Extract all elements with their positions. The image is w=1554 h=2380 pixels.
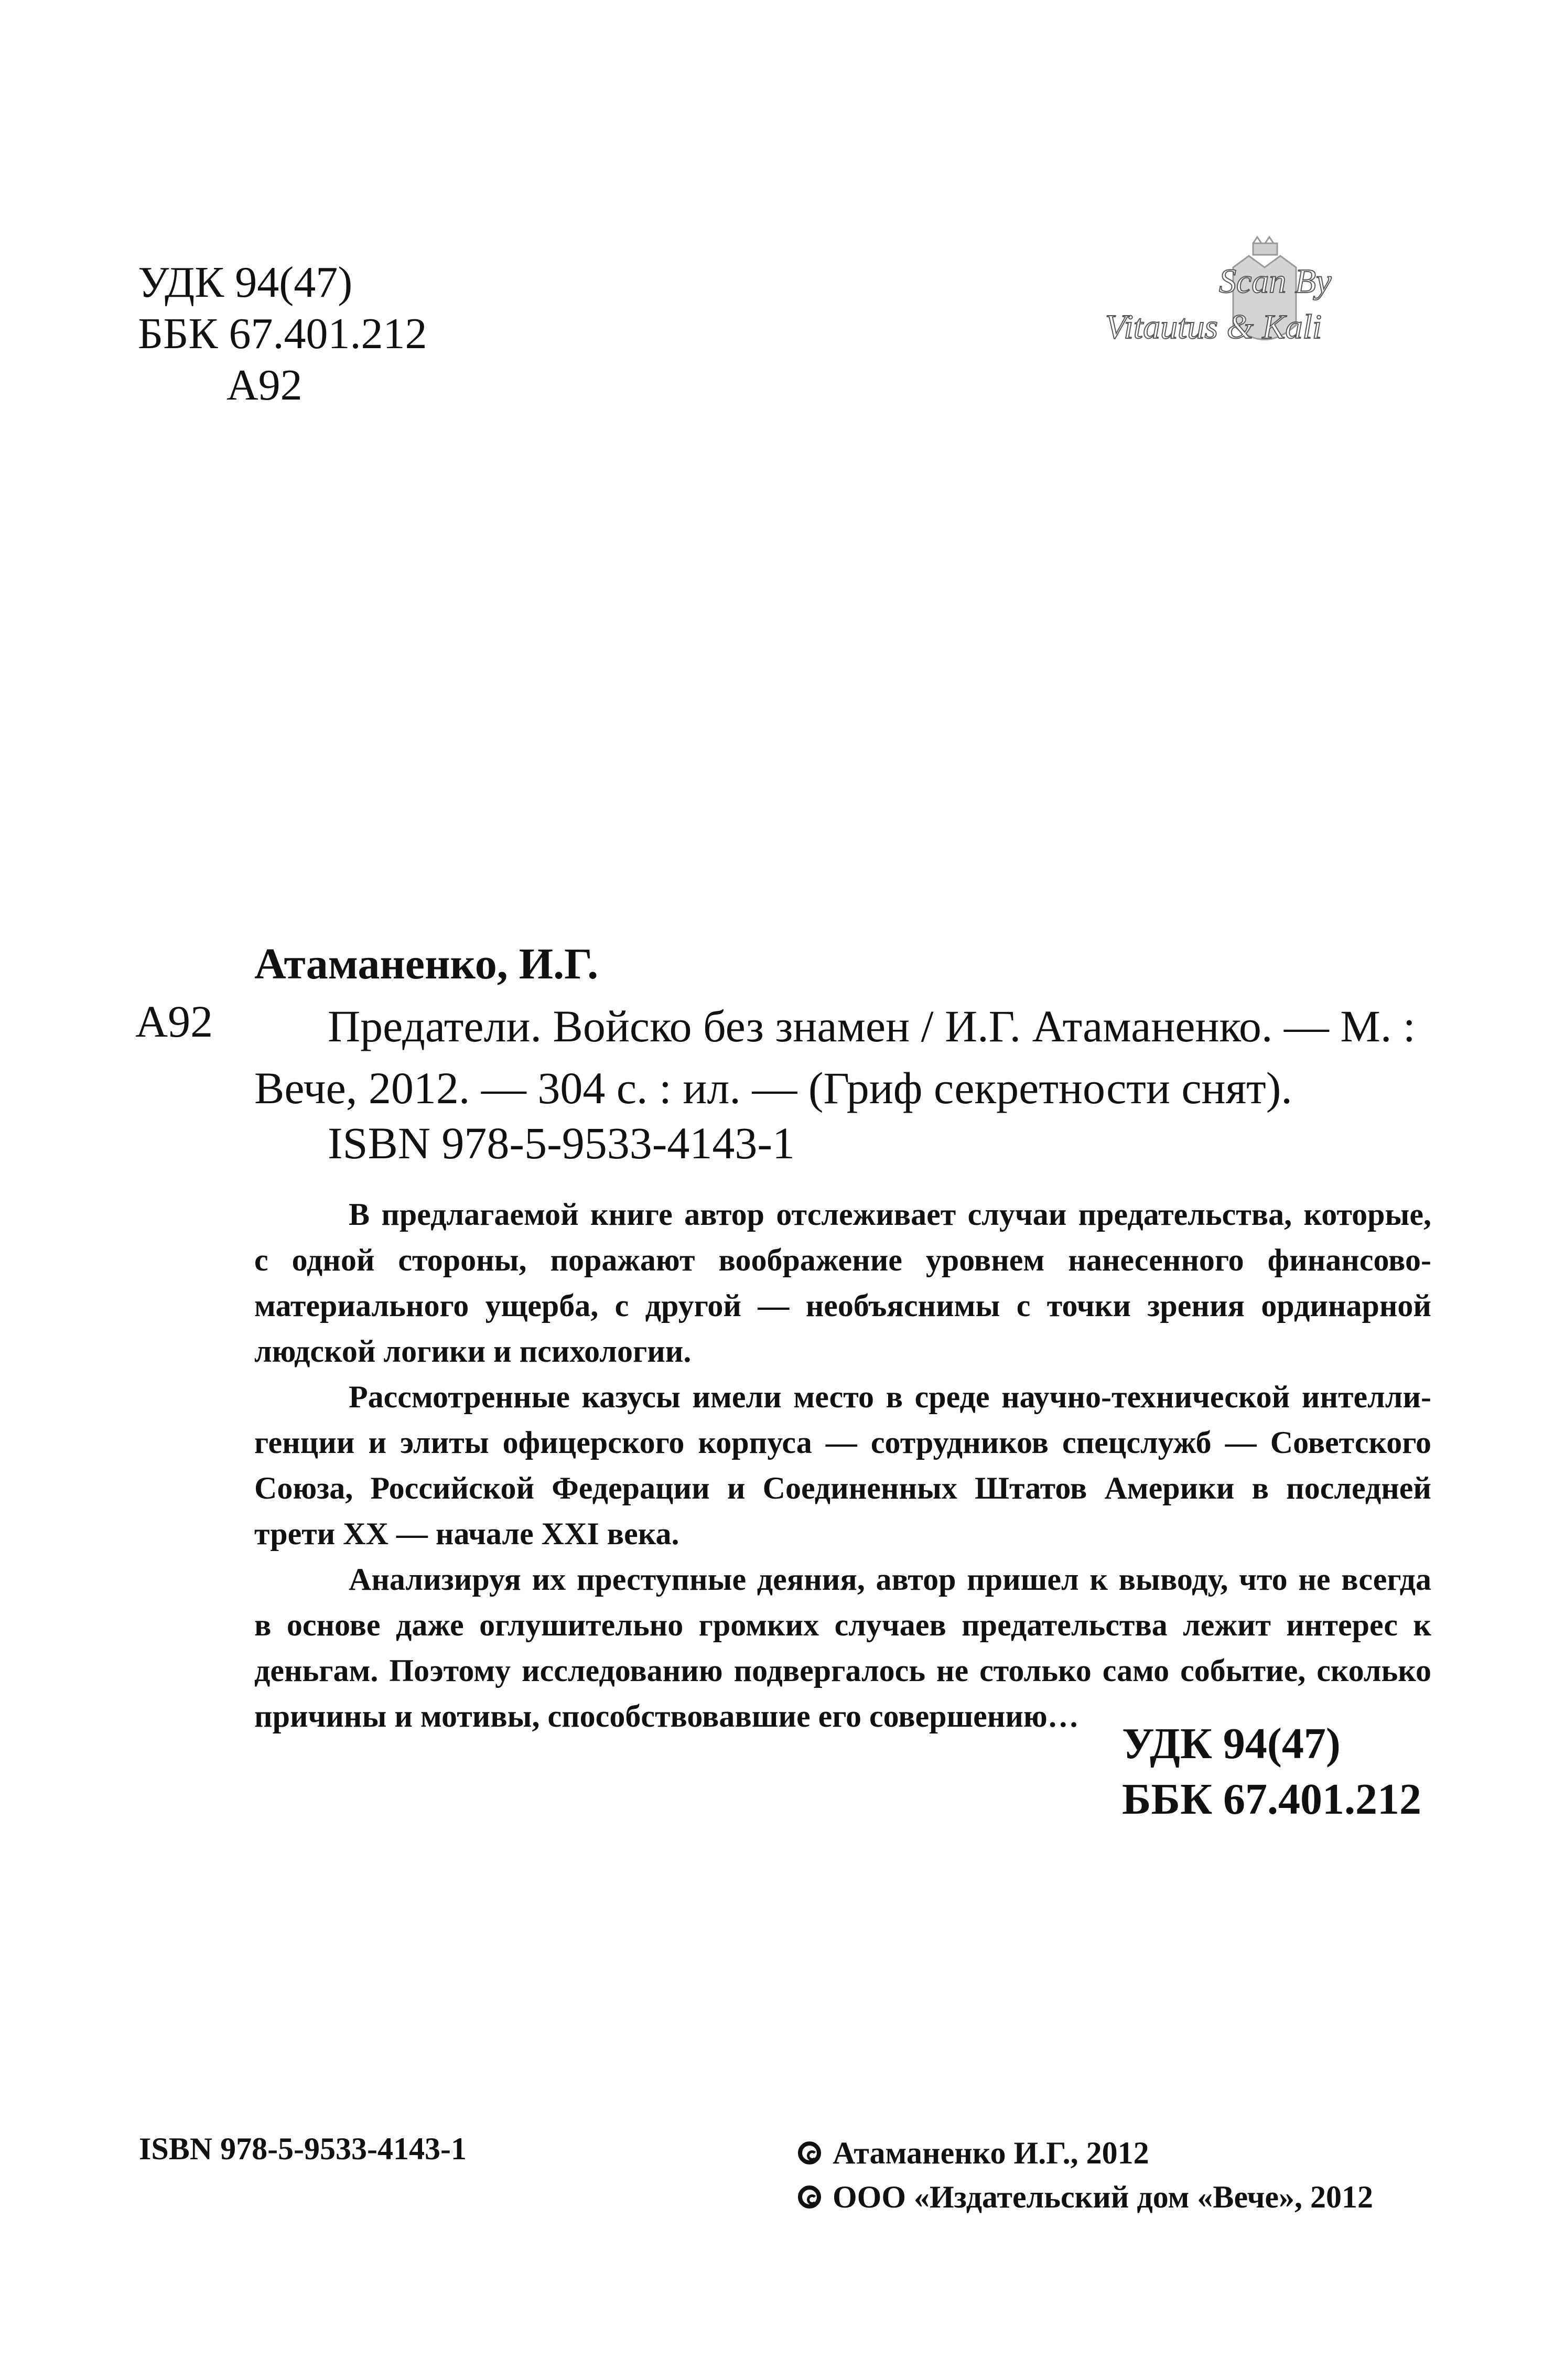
- udk-code-top: УДК 94(47): [138, 258, 353, 307]
- author-heading: Атаманенко, И.Г.: [254, 940, 599, 988]
- abstract-line: трети XX — начале XXI века.: [254, 1516, 679, 1551]
- author-mark-top: А92: [226, 361, 303, 410]
- watermark-line1: Scan By: [1219, 262, 1332, 300]
- udk-code-bottom: УДК 94(47): [1122, 1719, 1341, 1768]
- author-mark: А92: [135, 996, 213, 1047]
- copyright-icon: [798, 2185, 821, 2209]
- abstract-line: деньгам. Поэтому исследованию подвергалось не столько само событие, сколько: [254, 1653, 1431, 1688]
- abstract-line: материального ущерба, с другой — необъяснимы с точки зрения ординарной: [254, 1288, 1431, 1323]
- scanner-watermark: [1096, 225, 1416, 383]
- copyright-block: [798, 2131, 1373, 2219]
- abstract-line: Анализируя их преступные деяния, автор пришел к выводу, что не всегда: [349, 1562, 1431, 1597]
- abstract: [254, 1192, 1431, 1739]
- abstract-line: причины и мотивы, способствовавшие его совершению…: [254, 1699, 1079, 1733]
- copyright-author: Атаманенко И.Г., 2012: [833, 2136, 1149, 2170]
- abstract-line: Союза, Российской Федерации и Соединенных Штатов Америки в последней: [254, 1471, 1431, 1505]
- copyright-author-row: [798, 2131, 1373, 2175]
- description-line: Предатели. Войско без знамен / И.Г. Атаманенко. — М. :: [328, 1001, 1416, 1051]
- abstract-line: в основе даже оглушительно громких случаев предательства лежит интерес к: [254, 1608, 1431, 1642]
- bibliographic-description: [254, 995, 1429, 1119]
- abstract-line: В предлагаемой книге автор отслеживает случаи предательства, которые,: [349, 1197, 1431, 1232]
- watermark-emblem-icon: [1096, 225, 1416, 383]
- watermark-line2: Vitautus & Kali: [1105, 308, 1322, 346]
- isbn-footer: ISBN 978-5-9533-4143-1: [139, 2131, 467, 2166]
- copyright-publisher: ООО «Издательский дом «Вече», 2012: [833, 2180, 1374, 2214]
- abstract-line: Рассмотренные казусы имели место в среде научно-технической интелли-: [349, 1380, 1431, 1414]
- copyright-publisher-row: [798, 2175, 1373, 2219]
- copyright-icon: [798, 2141, 821, 2164]
- abstract-line: с одной стороны, поражают воображение уровнем нанесенного финансово-: [254, 1243, 1431, 1277]
- description-line: Вече, 2012. — 304 с. : ил. — (Гриф секретности снят).: [254, 1063, 1292, 1113]
- bbk-code-bottom: ББК 67.401.212: [1122, 1775, 1421, 1824]
- isbn-record: ISBN 978-5-9533-4143-1: [328, 1118, 795, 1168]
- bbk-code-top: ББК 67.401.212: [138, 309, 427, 358]
- classification-bottom: [1122, 1716, 1421, 1827]
- abstract-line: людской логики и психологии.: [254, 1334, 692, 1369]
- abstract-line: генции и элиты офицерского корпуса — сотрудников спецслужб — Советского: [254, 1425, 1431, 1460]
